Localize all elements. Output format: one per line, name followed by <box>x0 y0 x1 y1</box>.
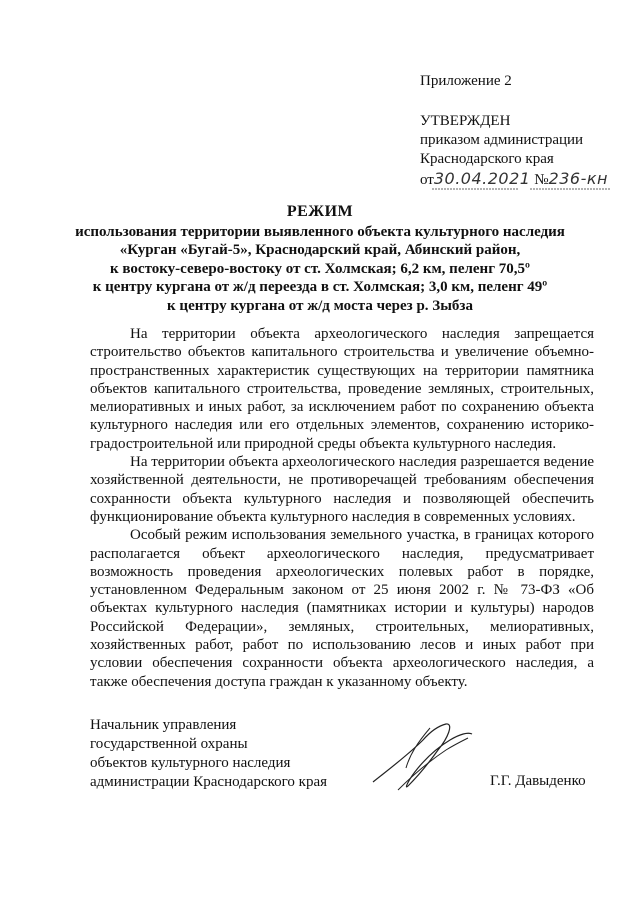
handwritten-date: 30.04.2021 <box>433 169 531 188</box>
paragraph: На территории объекта археологического наследия разрешается ведение хозяйственной деятельности, не противоречащей требованиям обеспечения сохранности объекта культурного наследия и позволяющей обеспечить функционирование объекта культурного наследия в современных условиях. <box>90 454 594 525</box>
document-title <box>60 203 580 315</box>
handwritten-signature-icon <box>368 720 478 795</box>
paragraph: На территории объекта археологического наследия запрещается строительство объектов капитального строительства и увеличение объемно-пространственных характеристик существующих на территории памятника объектов капитального строительства, проведение земляных, строительных, мелиоративных и иных работ, за исключением работ по сохранению объекта культурного наследия или его отдельных элементов, сохранению историко-градостроительной или природной среды объекта культурного наследия. <box>90 326 594 452</box>
title-line: использования территории выявленного объекта культурного наследия <box>75 223 565 240</box>
position-line: Начальник управления <box>90 717 237 733</box>
title-line: к востоку-северо-востоку от ст. Холмская; 6,2 км, пеленг 70,5º <box>110 260 530 277</box>
date-prefix: от <box>420 172 434 188</box>
approval-title: УТВЕРЖДЕН <box>420 113 511 129</box>
approval-block <box>420 112 608 190</box>
annex-label: Приложение 2 <box>420 73 512 89</box>
approval-line-2: Краснодарского края <box>420 151 554 167</box>
order-line <box>420 169 608 190</box>
title-line: к центру кургана от ж/д моста через р. Зыбза <box>167 297 473 314</box>
signatory-position <box>90 716 327 792</box>
position-line: объектов культурного наследия <box>90 755 291 771</box>
title-line: к центру кургана от ж/д переезда в ст. Холмская; 3,0 км, пеленг 49º <box>92 279 548 295</box>
title-line: «Курган «Бугай-5», Краснодарский край, Абинский район, <box>119 242 521 258</box>
position-line: государственной охраны <box>90 736 248 752</box>
body-text <box>90 325 594 691</box>
underline-icon <box>432 187 612 193</box>
position-line: администрации Краснодарского края <box>90 774 328 790</box>
number-prefix: № <box>534 172 549 188</box>
handwritten-number: 236-кн <box>548 169 608 188</box>
title-main: РЕЖИМ <box>286 203 354 220</box>
signatory-name: Г.Г. Давыденко <box>490 773 586 789</box>
paragraph: Особый режим использования земельного участка, в границах которого располагается объект археологического наследия, предусматривает возможность проведения археологических полевых работ в порядке, установленном Федеральным законом от 25 июня 2002 г. № 73-ФЗ «Об объектах культурного наследия (памятниках истории и культуры) народов Российской Федерации», земляных, строительных, мелиоративных, хозяйственных работ, работ по использованию лесов и иных работ при условии обеспечения сохранности объекта археологического наследия, а также обеспечения доступа граждан к указанному объекту. <box>90 527 594 690</box>
approval-line-1: приказом администрации <box>420 132 584 148</box>
